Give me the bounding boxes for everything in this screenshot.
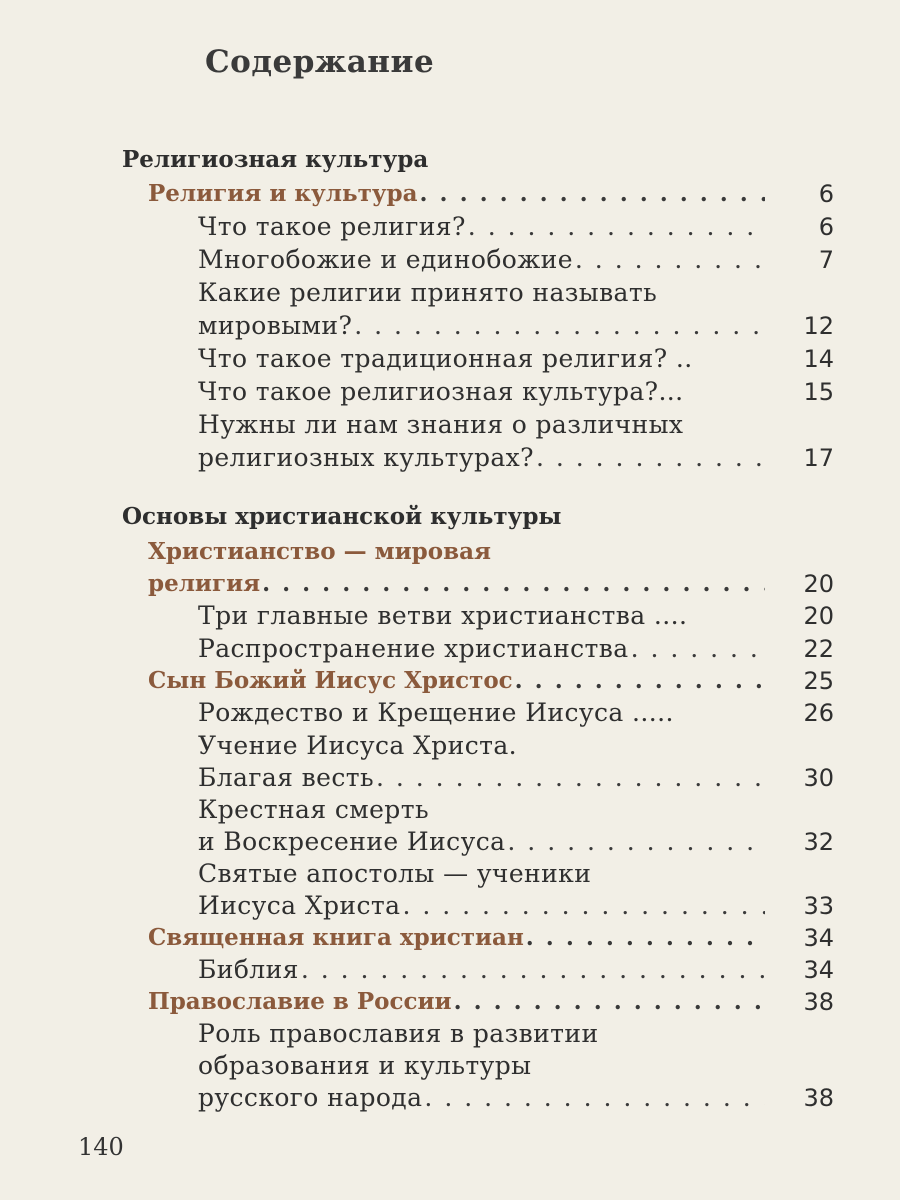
- toc-entry[interactable]: [0, 762, 900, 794]
- toc-entry[interactable]: [0, 954, 900, 986]
- toc-entry-line: [0, 1050, 900, 1082]
- page-ref: 20: [803, 602, 834, 630]
- chapter-title-entry: [148, 665, 765, 697]
- subtopic-label: образования и культуры: [198, 1051, 532, 1080]
- page-ref: 6: [818, 180, 834, 208]
- page-ref: 12: [803, 312, 834, 340]
- page-ref: 38: [803, 1084, 834, 1112]
- chapter-title-entry: [148, 178, 765, 210]
- subtopic-entry: [198, 633, 765, 665]
- dot-leader: [400, 890, 765, 922]
- toc-entry-line: [0, 409, 900, 441]
- page-ref: 26: [803, 699, 834, 727]
- subtopic-label: Три главные ветви христианства ....: [198, 601, 688, 630]
- dot-leader: [260, 568, 765, 600]
- page-ref: 17: [803, 444, 834, 472]
- subtopic-entry: [198, 244, 765, 276]
- subtopic-entry: [198, 730, 517, 762]
- dot-leader: [513, 665, 765, 697]
- chapter-label: Сын Божий Иисус Христос: [148, 667, 513, 694]
- subtopic-entry: [198, 600, 765, 632]
- toc-entry-line: [0, 536, 900, 568]
- dot-leader: [629, 633, 765, 665]
- chapter-title-entry: [148, 568, 765, 600]
- toc-entry[interactable]: [0, 442, 900, 474]
- subtopic-entry: [198, 762, 765, 794]
- subtopic-label: Роль православия в развитии: [198, 1019, 599, 1048]
- dot-leader: [505, 826, 765, 858]
- dot-leader: [452, 986, 765, 1018]
- dot-leader: [534, 442, 765, 474]
- toc-entry[interactable]: [0, 211, 900, 243]
- page-ref: 14: [803, 345, 834, 373]
- subtopic-entry: [198, 794, 429, 826]
- toc-entry[interactable]: [0, 986, 900, 1018]
- dot-leader: [418, 178, 765, 210]
- page-ref: 30: [803, 764, 834, 792]
- dot-leader: [299, 954, 765, 986]
- toc-entry[interactable]: [0, 343, 900, 375]
- toc-entry-line: [0, 858, 900, 890]
- page-ref: 33: [803, 892, 834, 920]
- toc-entry-line: [0, 794, 900, 826]
- subtopic-entry: [198, 826, 765, 858]
- page-ref: 32: [803, 828, 834, 856]
- subtopic-label: Иисуса Христа: [198, 891, 401, 920]
- toc-entry[interactable]: [0, 633, 900, 665]
- subtopic-entry: [198, 890, 765, 922]
- subtopic-label: Крестная смерть: [198, 795, 429, 824]
- toc-entry[interactable]: [0, 890, 900, 922]
- subtopic-label: Многобожие и единобожие: [198, 245, 573, 274]
- chapter-label: религия: [148, 570, 261, 597]
- toc-entry[interactable]: [0, 1082, 900, 1114]
- dot-leader: [524, 922, 765, 954]
- page-ref: 25: [803, 667, 834, 695]
- page-ref: 20: [803, 570, 834, 598]
- dot-leader: [573, 244, 765, 276]
- subtopic-entry: [198, 343, 765, 375]
- page-title: Содержание: [205, 44, 435, 80]
- toc-entry-line: [0, 277, 900, 309]
- chapter-label: Православие в России: [148, 988, 452, 1015]
- toc-entry[interactable]: [0, 244, 900, 276]
- subtopic-entry: [198, 954, 765, 986]
- subtopic-entry: [198, 1018, 599, 1050]
- chapter-label: Христианство — мировая: [148, 538, 491, 565]
- dot-leader: [422, 1082, 765, 1114]
- section-heading: Религиозная культура: [122, 146, 429, 173]
- subtopic-entry: [198, 442, 765, 474]
- chapter-title-entry: [148, 922, 765, 954]
- subtopic-label: Что такое традиционная религия? ..: [198, 344, 693, 373]
- subtopic-entry: [198, 277, 657, 309]
- toc-entry[interactable]: [0, 665, 900, 697]
- subtopic-label: Учение Иисуса Христа.: [198, 731, 518, 760]
- toc-entry[interactable]: [0, 600, 900, 632]
- subtopic-label: Библия: [198, 955, 299, 984]
- subtopic-entry: [198, 858, 591, 890]
- subtopic-label: Святые апостолы — ученики: [198, 859, 592, 888]
- page-ref: 38: [803, 988, 834, 1016]
- dot-leader: [374, 762, 765, 794]
- subtopic-label: мировыми?: [198, 311, 353, 340]
- subtopic-label: Распространение христианства: [198, 634, 629, 663]
- toc-entry[interactable]: [0, 376, 900, 408]
- dot-leader: [466, 211, 765, 243]
- subtopic-entry: [198, 697, 765, 729]
- subtopic-label: Нужны ли нам знания о различных: [198, 410, 684, 439]
- page-ref: 22: [803, 635, 834, 663]
- page-ref: 34: [803, 956, 834, 984]
- subtopic-entry: [198, 409, 683, 441]
- toc-entry[interactable]: [0, 922, 900, 954]
- subtopic-label: Рождество и Крещение Иисуса .....: [198, 698, 674, 727]
- subtopic-entry: [198, 1082, 765, 1114]
- page-ref: 34: [803, 924, 834, 952]
- subtopic-entry: [198, 211, 765, 243]
- toc-entry-line: [0, 730, 900, 762]
- toc-entry[interactable]: [0, 826, 900, 858]
- subtopic-label: и Воскресение Иисуса: [198, 827, 506, 856]
- subtopic-label: русского народа: [198, 1083, 423, 1112]
- chapter-title-entry: [148, 536, 491, 568]
- subtopic-label: Благая весть: [198, 763, 374, 792]
- page-ref: 15: [803, 378, 834, 406]
- subtopic-entry: [198, 310, 765, 342]
- section-heading: Основы христианской культуры: [122, 503, 562, 530]
- subtopic-entry: [198, 1050, 531, 1082]
- toc-entry[interactable]: [0, 568, 900, 600]
- toc-entry[interactable]: [0, 310, 900, 342]
- subtopic-label: Какие религии принято называть: [198, 278, 658, 307]
- subtopic-label: Что такое религиозная культура?...: [198, 377, 684, 406]
- toc-entry[interactable]: [0, 697, 900, 729]
- chapter-label: Священная книга христиан: [148, 924, 524, 951]
- subtopic-label: Что такое религия?: [198, 212, 466, 241]
- page-ref: 6: [818, 213, 834, 241]
- dot-leader: [352, 310, 765, 342]
- subtopic-label: религиозных культурах?: [198, 443, 534, 472]
- chapter-title-entry: [148, 986, 765, 1018]
- subtopic-entry: [198, 376, 765, 408]
- toc-entry-line: [0, 1018, 900, 1050]
- page-ref: 7: [818, 246, 834, 274]
- toc-entry[interactable]: [0, 178, 900, 210]
- chapter-label: Религия и культура: [148, 180, 418, 207]
- page-number: 140: [78, 1133, 124, 1161]
